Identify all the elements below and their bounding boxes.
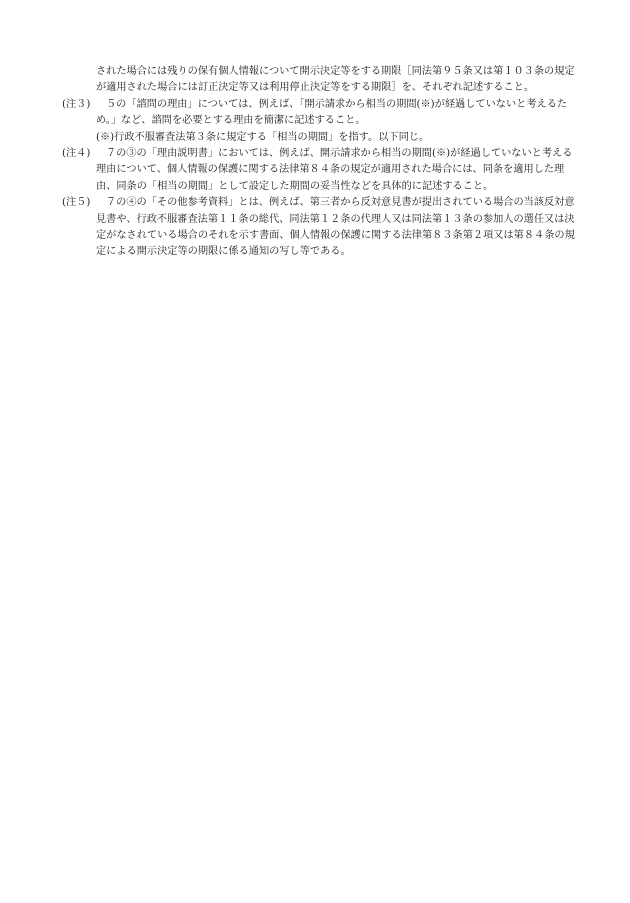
- note-4: [62, 146, 576, 195]
- continuation-paragraph: された場合には残りの保有個人情報について開示決定等をする期限［同法第９５条又は第１０３条の規定が適用された場合には訂正決定等又は利用停止決定等をする期限］を、それぞれ記述すること。: [96, 66, 575, 94]
- notes-section: [62, 64, 576, 261]
- note-4-text: ７の③の「理由説明書」においては、例えば、開示請求から相当の期間(※)が経過していないと考える理由について、個人情報の保護に関する法律第８４条の規定が適用された場合には、同条を適用した理由、同条の「相当の期間」として設定した期間の妥当性などを具体的に記述すること。: [96, 148, 573, 192]
- note-3-text: ５の「諮問の理由」については、例えば、「開示請求から相当の期間(※)が経過していないと考えるため。」など、諮問を必要とする理由を簡潔に記述すること。: [96, 98, 568, 127]
- note-3: [62, 97, 576, 146]
- note-5-text: ７の④の「その他参考資料」とは、例えば、第三者から反対意見書が提出されている場合の当該反対意見書や、行政不服審査法第１１条の総代、同法第１２条の代理人又は同法第１３条の参加人の選任又は決定がなされている場合のそれを示す書面、個人情報の保護に関する法律第８３条第２項又は第８４条の規定による開示決定等の期限に係る通知の写し等である。: [96, 197, 575, 258]
- note-5: [62, 195, 576, 261]
- note-3-label: (注３): [62, 98, 91, 110]
- note-5-label: (注５): [62, 197, 91, 209]
- note-3-subtext: (※)行政不服審査法第３条に規定する「相当の期間」を指す。以下同じ。: [96, 131, 430, 143]
- note-4-label: (注４): [62, 148, 91, 160]
